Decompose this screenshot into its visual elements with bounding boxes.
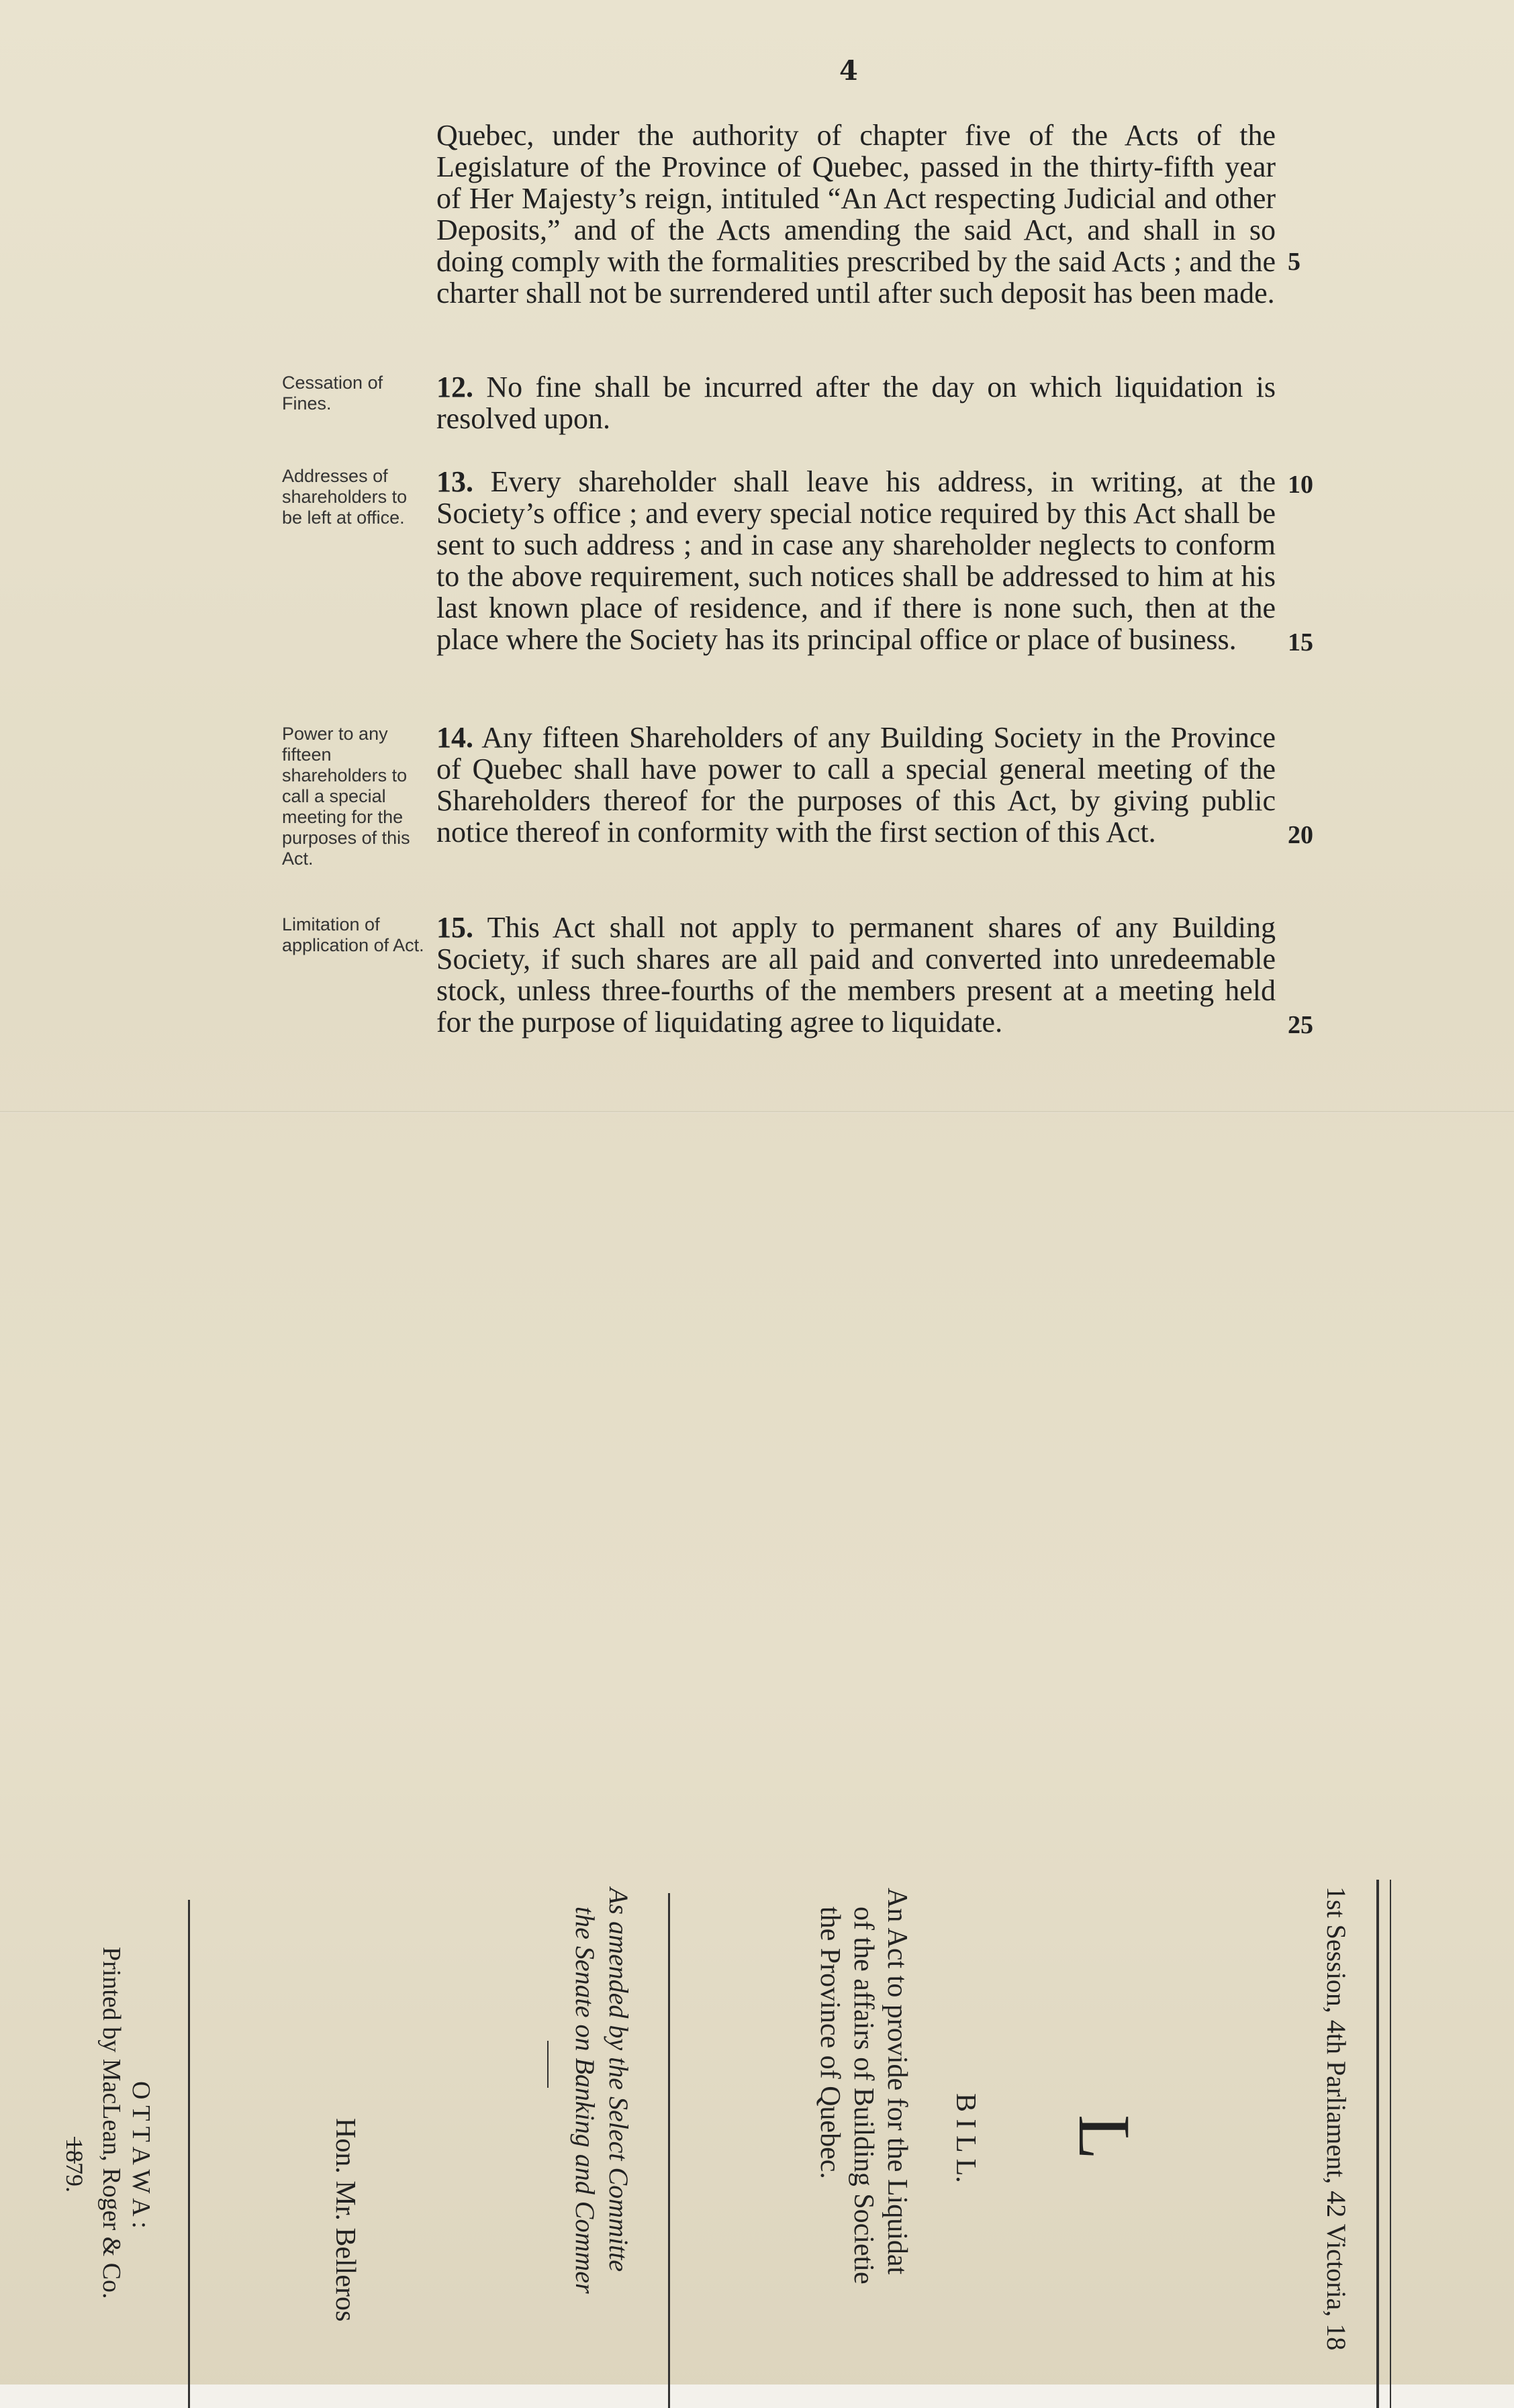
section-15 (436, 912, 1276, 1038)
year: 1879. (61, 2138, 88, 2193)
amended-line-2: the Senate on Banking and Commer (570, 1907, 600, 2294)
title-border-inner (1390, 1880, 1391, 2408)
bill-label: B I L L. (950, 2093, 981, 2183)
printer-line: Printed by MacLean, Roger & Co. (97, 1947, 126, 2299)
title-rule-short (547, 2041, 549, 2088)
line-number-20: 20 (1288, 821, 1313, 849)
city-name: O T T A W A : (127, 2081, 155, 2229)
section-12 (436, 371, 1276, 434)
section-number: 15. (436, 911, 473, 944)
section-14 (436, 722, 1276, 848)
session-line: 1st Session, 4th Parliament, 42 Victoria, 18 (1321, 1886, 1352, 2351)
margin-note-15: Limitation of application of Act. (282, 914, 424, 955)
margin-note-12: Cessation of Fines. (282, 373, 383, 414)
act-title-line-3: the Province of Quebec. (814, 1907, 845, 2179)
line-number-15: 15 (1288, 628, 1313, 657)
section-number: 14. (436, 721, 473, 754)
section-number: 13. (436, 465, 473, 498)
line-number-25: 25 (1288, 1011, 1313, 1039)
sponsor-name: Hon. Mr. Belleros (330, 2118, 361, 2322)
section-number: 12. (436, 371, 473, 403)
page-bottom-edge (0, 2385, 1514, 2408)
line-number-5: 5 (1288, 248, 1300, 276)
fold-crease (0, 1111, 1514, 1113)
title-border-outer (1376, 1880, 1379, 2408)
margin-note-14: Power to any fifteen shareholders to call a special meeting for the purposes of this Act. (282, 724, 410, 869)
act-title-line-1: An Act to provide for the Liquidat (882, 1888, 912, 2275)
intro-paragraph (436, 119, 1276, 341)
margin-note-13: Addresses of shareholders to be left at office. (282, 466, 408, 528)
act-title-line-2: of the affairs of Building Societie (848, 1907, 879, 2284)
section-text: This Act shall not apply to permanent shares of any Building Society, if such shares are all paid and converted into unredeemable stock, unless three-fourths of the members present at a meeting held for the purpose of liquidating agree to liquidate. (436, 911, 1276, 1039)
section-text: No fine shall be incurred after the day on which liquidation is resolved upon. (436, 371, 1276, 435)
page-number: 4 (839, 55, 858, 87)
title-rule-2 (188, 1900, 190, 2408)
amended-line-1: As amended by the Select Committe (604, 1888, 634, 2272)
section-13 (436, 466, 1276, 655)
title-rule-1 (668, 1893, 670, 2408)
section-text: Every shareholder shall leave his address, in writing, at the Society’s office ; and every special notice required by this Act shall be sent to such address ; and in case any shareholder neglects to conform to the above requirement, such notices shall be addressed to him at his last known place of residence, and if there is none such, then at the place where the Society has its principal office or place of business. (436, 465, 1276, 656)
intro-text: Quebec, under the authority of chapter five of the Acts of the Legislature of the Province of Quebec, passed in the thirty-fifth year of Her Majesty’s reign, intituled “An Act respecting Judicial and other Deposits,” and of the Acts amending the said Act, and shall in so doing comply with the formalities prescribed by the said Acts ; and the charter shall not be surrendered until after such deposit has been made. (436, 119, 1276, 309)
section-text: Any fifteen Shareholders of any Building Society in the Province of Quebec shall have power to call a special general meeting of the Shareholders thereof for the purposes of this Act, by giving public notice thereof in conformity with the first section of this Act. (436, 721, 1276, 849)
line-number-10: 10 (1288, 471, 1313, 499)
bill-letter: L (1063, 2115, 1145, 2160)
